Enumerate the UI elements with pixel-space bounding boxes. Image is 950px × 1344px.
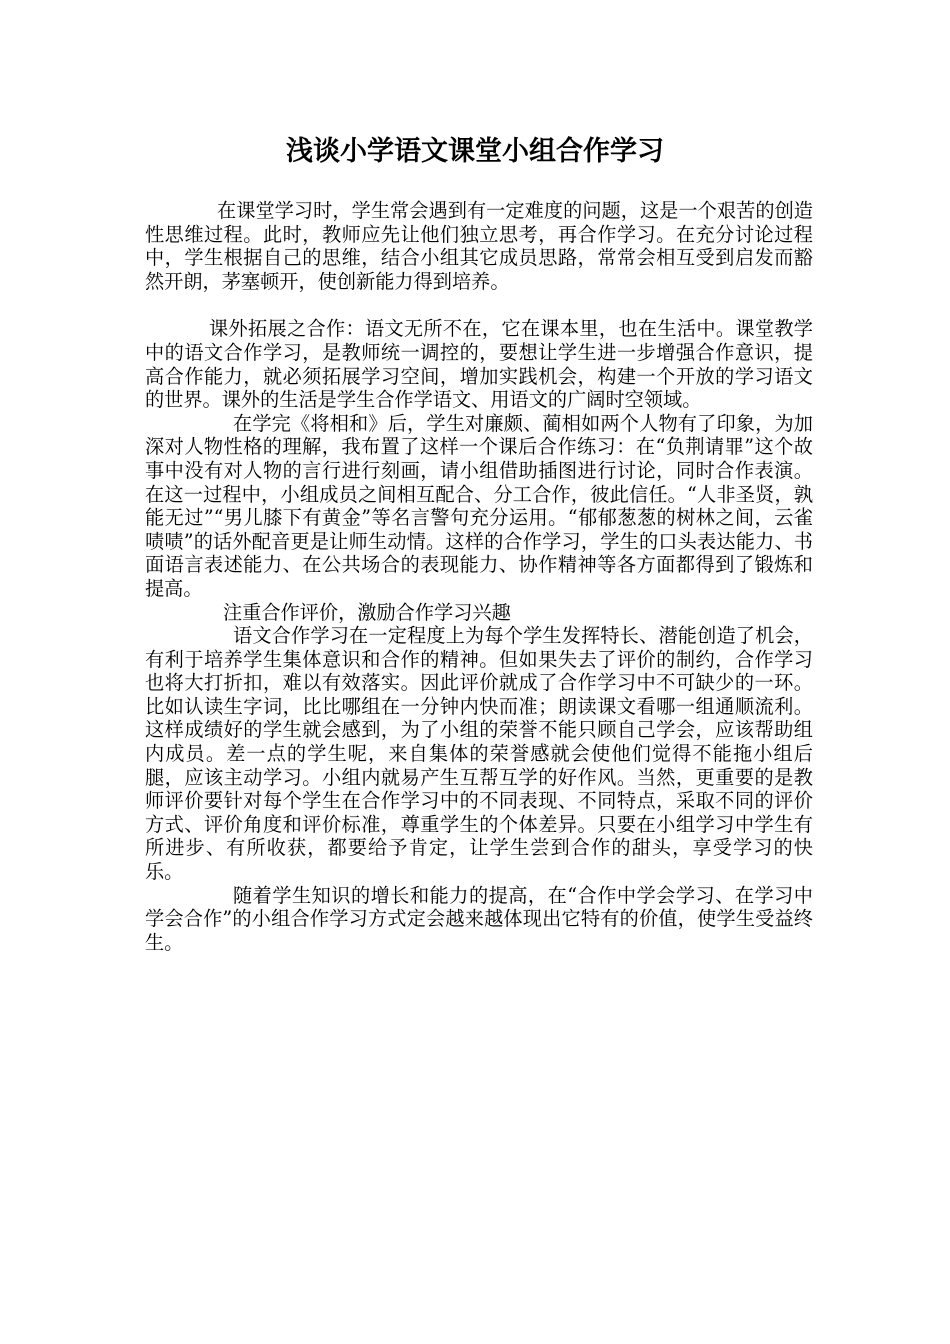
document-body <box>145 199 813 954</box>
section-heading-evaluation: 注重合作评价，激励合作学习兴趣 <box>223 600 511 624</box>
paragraph-extracurricular: 课外拓展之合作：语文无所不在，它在课本里，也在生活中。课堂教学中的语文合作学习，是教师统一调控的，要想让学生进一步增强合作意识，提高合作能力，就必须拓展学习空间，增加实践机会，构建一个开放的学习语文的世界。课外的生活是学生合作学语文、用语文的广阔时空领域。 <box>145 317 813 412</box>
paragraph-evaluation: 语文合作学习在一定程度上为每个学生发挥特长、潜能创造了机会，有利于培养学生集体意识和合作的精神。但如果失去了评价的制约，合作学习也将大打折扣，难以有效落实。因此评价就成了合作学习中不可缺少的一环。比如认读生字词，比比哪组在一分钟内快而准；朗读课文看哪一组通顺流利。这样成绩好的学生就会感到，为了小组的荣誉不能只顾自己学会，应该帮助组内成员。差一点的学生呢，来自集体的荣誉感就会使他们觉得不能拖小组后腿，应该主动学习。小组内就易产生互帮互学的好作风。当然，更重要的是教师评价要针对每个学生在合作学习中的不同表现、不同特点，采取不同的评价方式、评价角度和评价标准，尊重学生的个体差异。只要在小组学习中学生有所进步、有所收获，都要给予肯定，让学生尝到合作的甜头，享受学习的快乐。 <box>145 624 813 884</box>
document-title: 浅谈小学语文课堂小组合作学习 <box>286 136 664 167</box>
paragraph-intro: 在课堂学习时，学生常会遇到有一定难度的问题，这是一个艰苦的创造性思维过程。此时，教师应先让他们独立思考，再合作学习。在充分讨论过程中，学生根据自己的思维，结合小组其它成员思路，常常会相互受到启发而豁然开朗，茅塞顿开，使创新能力得到培养。 <box>145 199 813 293</box>
paragraph-conclusion: 随着学生知识的增长和能力的提高，在“合作中学会学习、在学习中学会合作”的小组合作学习方式定会越来越体现出它特有的价值，使学生受益终生。 <box>145 883 813 954</box>
paragraph-example: 在学完《将相和》后，学生对廉颇、蔺相如两个人物有了印象，为加深对人物性格的理解，我布置了这样一个课后合作练习：在“负荆请罪”这个故事中没有对人物的言行进行刻画，请小组借助插图进行讨论，同时合作表演。在这一过程中，小组成员之间相互配合、分工合作，彼此信任。“人非圣贤，孰能无过”“男儿膝下有黄金”等名言警句充分运用。“郁郁葱葱的树林之间，云雀啧啧”的话外配音更是让师生动情。这样的合作学习，学生的口头表达能力、书面语言表述能力、在公共场合的表现能力、协作精神等各方面都得到了锻炼和提高。 <box>145 411 813 600</box>
